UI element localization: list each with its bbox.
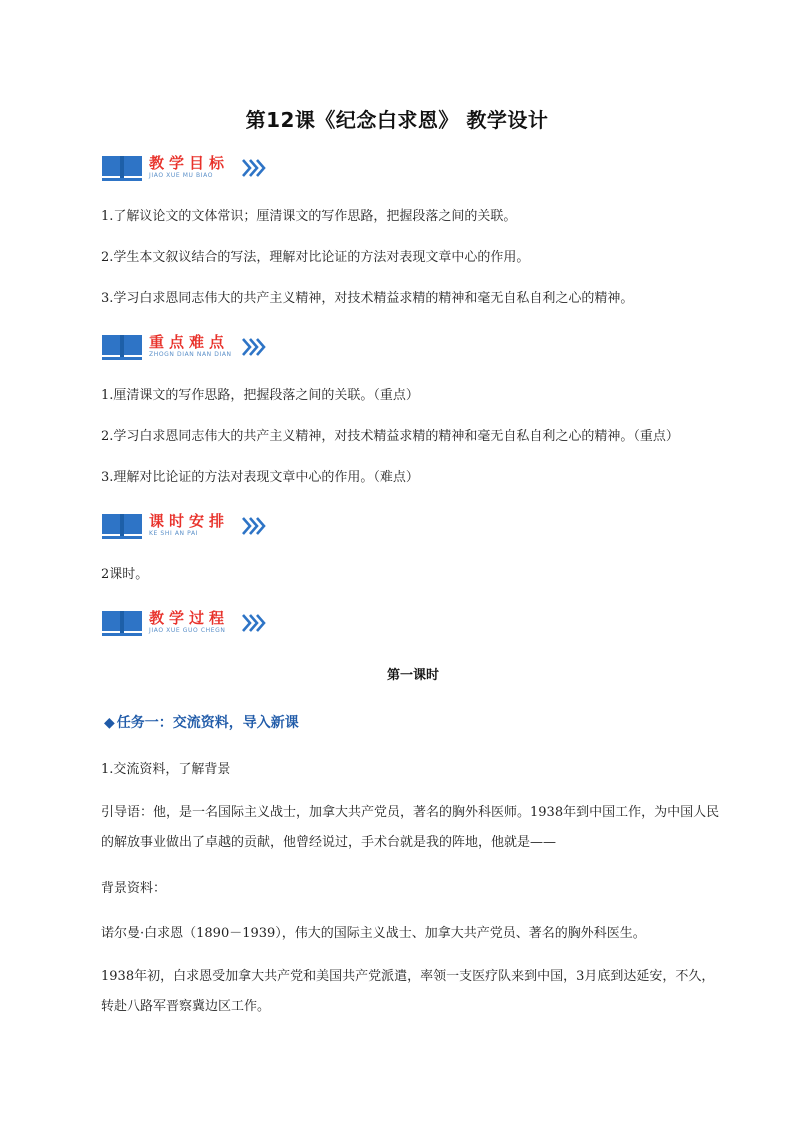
- section-header-process: [101, 607, 281, 641]
- background-paragraph: 诺尔曼·白求恩（1890－1939），伟大的国际主义战士、加拿大共产党员、著名的胸外科医生。: [101, 926, 646, 941]
- goal-item: 1.了解议论文的文体常识；厘清课文的写作思路，把握段落之间的关联。: [101, 209, 517, 224]
- background-paragraph: 1938年初，白求恩受加拿大共产党和美国共产党派遣，率领一支医疗队来到中国，3月底到达延安，不久，转赴八路军晋察冀边区工作。: [101, 969, 715, 1014]
- key-point-item: 3.理解对比论证的方法对表现文章中心的作用。（难点）: [101, 470, 419, 485]
- book-icon: [101, 512, 143, 540]
- chevrons-right-icon: [241, 612, 267, 634]
- section-title: 重点难点: [149, 333, 230, 351]
- diamond-bullet-icon: ◆: [104, 715, 115, 731]
- intro-paragraph: 引导语：他，是一名国际主义战士，加拿大共产党员，著名的胸外科医师。1938年到中国工作，为中国人民的解放事业做出了卓越的贡献，他曾经说过，手术台就是我的阵地，他就是——: [101, 805, 720, 850]
- chevrons-right-icon: [241, 336, 267, 358]
- schedule-text: 2课时。: [101, 567, 149, 582]
- task-title: [104, 712, 299, 732]
- task-title-text: 任务一：交流资料，导入新课: [116, 715, 299, 731]
- lesson-title: 第一课时: [386, 668, 439, 683]
- section-header-schedule: [101, 510, 281, 544]
- book-icon: [101, 333, 143, 361]
- goal-item: 3.学习白求恩同志伟大的共产主义精神，对技术精益求精的精神和毫无自私自利之心的精神。: [101, 291, 634, 306]
- book-icon: [101, 154, 143, 182]
- section-subtitle: JIAO XUE MU BIAO: [149, 172, 214, 179]
- section-title: 教学过程: [149, 609, 230, 627]
- chevrons-right-icon: [241, 515, 267, 537]
- section-title: 课时安排: [149, 512, 230, 530]
- page-title: 第12课《纪念白求恩》 教学设计: [245, 108, 549, 132]
- book-icon: [101, 609, 143, 637]
- background-label: 背景资料：: [101, 881, 167, 896]
- section-subtitle: JIAO XUE GUO CHEGN: [149, 627, 226, 634]
- key-point-item: 2.学习白求恩同志伟大的共产主义精神，对技术精益求精的精神和毫无自私自利之心的精神。（重点）: [101, 429, 679, 444]
- key-point-item: 1.厘清课文的写作思路，把握段落之间的关联。（重点）: [101, 388, 419, 403]
- step-text: 1.交流资料，了解背景: [101, 762, 231, 777]
- goal-item: 2.学生本文叙议结合的写法，理解对比论证的方法对表现文章中心的作用。: [101, 250, 530, 265]
- section-header-key-points: [101, 331, 281, 365]
- section-title: 教学目标: [149, 154, 230, 172]
- section-subtitle: ZHOGN DIAN NAN DIAN: [149, 351, 232, 358]
- section-subtitle: KE SHI AN PAI: [149, 530, 199, 537]
- section-header-goals: [101, 152, 281, 186]
- chevrons-right-icon: [241, 157, 267, 179]
